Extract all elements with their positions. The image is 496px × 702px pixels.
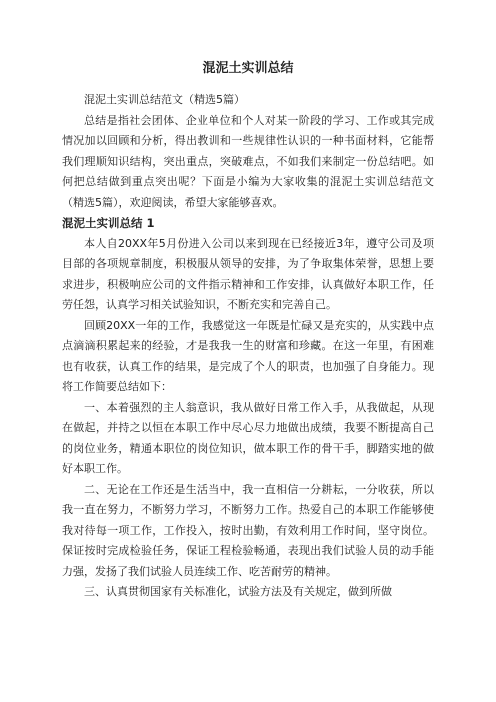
body-paragraph: 本人自20XX年5月份进入公司以来到现在已经接近3年，遵守公司及项目部的各项规章制度，积极服从领导的安排，为了争取集体荣誉，思想上要求进步，积极响应公司的文件指示精神和工作安排，认真做好本职工作，任劳任怨，认真学习相关试验知识，不断充实和完善自己。 [62, 236, 434, 311]
section-heading: 混泥土实训总结 1 [62, 216, 155, 230]
body-paragraph: 三、认真贯彻国家有关标准化，试验方法及有关规定，做到所做 [84, 585, 392, 598]
document-title: 混泥土实训总结 [202, 61, 294, 76]
body-paragraph: 一、本着强烈的主人翁意识，我从做好日常工作入手，从我做起，从现在做起，并持之以恒在本职工作中尽心尽力地做出成绩，我要不断提高自己的岗位业务，精通本职位的岗位知识，做本职工作的骨干手，脚踏实地的做好本职工作。 [62, 400, 434, 475]
body-paragraph: 二、无论在工作还是生活当中，我一直相信一分耕耘，一分收获，所以我一直在努力，不断努力学习，不断努力工作。热爱自己的本职工作能够使我对待每一项工作，工作投入，按时出勤，有效利用工作时间，坚守岗位。保证按时完成检验任务，保证工程检验畅通，表现出我们试验人员的动手能力强，发扬了我们试验人员连续工作、吃苦耐劳的精神。 [62, 482, 434, 578]
intro-paragraph: 总结是指社会团体、企业单位和个人对某一阶段的学习、工作或其完成情况加以回顾和分析，得出教训和一些规律性认识的一种书面材料，它能帮我们理顺知识结构，突出重点，突破难点，不如我们来制定一份总结吧。如何把总结做到重点突出呢？下面是小编为大家收集的混泥土实训总结范文（精选5篇），欢迎阅读，希望大家能够喜欢。 [62, 113, 434, 209]
subtitle-paragraph: 混泥土实训总结范文（精选5篇） [84, 93, 245, 106]
body-paragraph: 回顾20XX一年的工作，我感觉这一年既是忙碌又是充实的，从实践中点点滴滴积累起来的经验，才是我我一生的财富和珍藏。在这一年里，有困难也有收获，认真工作的结果，是完成了个人的职责，也加强了自身能力。现将工作简要总结如下： [62, 318, 434, 393]
